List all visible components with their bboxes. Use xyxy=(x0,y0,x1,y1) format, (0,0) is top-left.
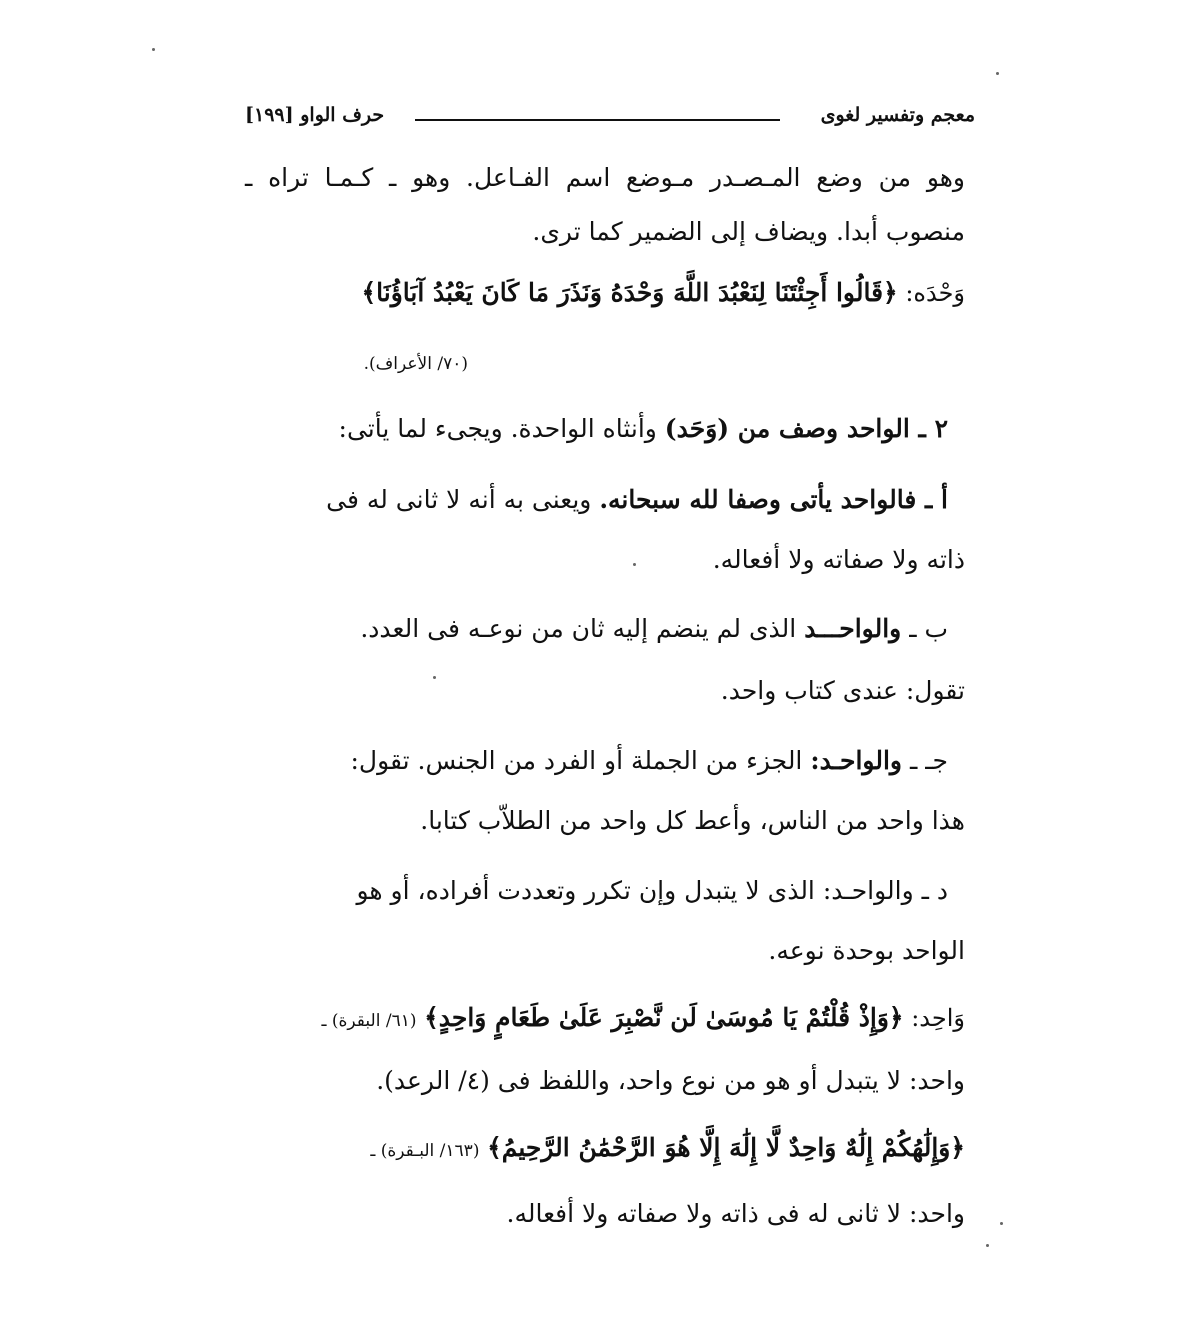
chapter-and-page xyxy=(245,104,384,126)
verse-reference: (٦١/ البقرة) ـ xyxy=(321,1011,417,1031)
sub-text: ويعنى به أنه لا ثانى له فى xyxy=(326,485,592,514)
running-header xyxy=(245,104,975,134)
scan-speck xyxy=(1000,1222,1003,1225)
text-line-6 xyxy=(245,482,948,518)
chapter-title: حرف الواو xyxy=(300,104,385,126)
book-title: معجم وتفسير لغوى xyxy=(820,104,975,126)
page-number: [١٩٩] xyxy=(245,104,294,126)
text-line-8 xyxy=(360,611,948,647)
verse-reference: (١٦٣/ البـقرة) ـ xyxy=(370,1141,480,1161)
item-prefix: جـ ـ xyxy=(909,746,948,775)
item-heading: والواحـــد xyxy=(804,614,902,643)
quran-line-1 xyxy=(362,275,966,311)
text-line-15: واحد: لا يتبدل أو هو من نوع واحد، واللفظ فى (٤/ الرعد). xyxy=(376,1066,965,1095)
quran-line-2 xyxy=(321,1000,965,1039)
scan-speck xyxy=(986,1244,989,1247)
definition-heading: ٢ ـ الواحد وصف من (وَحَد) xyxy=(664,414,948,443)
scan-speck xyxy=(152,48,155,51)
quran-verse: ﴿وَإِذْ قُلْتُمْ يَا مُوسَىٰ لَن نَّصْبِرَ عَلَىٰ طَعَامٍ وَاحِدٍ﴾ xyxy=(424,1003,904,1032)
quran-verse: ﴿قَالُوا أَجِئْتَنَا لِنَعْبُدَ اللَّهَ وَحْدَهُ وَنَذَرَ مَا كَانَ يَعْبُدُ آبَاؤُنَا﴾ xyxy=(361,278,898,307)
quran-line-3 xyxy=(370,1130,965,1169)
text-line-5 xyxy=(339,411,948,447)
text-line-9: تقول: عندى كتاب واحد. xyxy=(720,676,965,705)
text-line-13: الواحد بوحدة نوعه. xyxy=(768,936,965,965)
header-rule xyxy=(415,119,780,121)
text-line-10 xyxy=(351,743,949,779)
scan-speck xyxy=(433,676,436,679)
entry-word: وَاحِد: xyxy=(911,1004,965,1032)
item-heading: والواحـد: xyxy=(810,746,902,775)
text-line-2: منصوب أبدا. ويضاف إلى الضمير كما ترى. xyxy=(532,217,965,246)
entry-word: وَحْدَه: xyxy=(905,279,965,307)
text-line-1: وهو من وضع المـصـدر مـوضع اسم الفـاعل. وهو ـ كـمـا تراه ـ xyxy=(245,163,965,192)
quran-verse: ﴿وَإِلَٰهُكُمْ إِلَٰهٌ وَاحِدٌ لَّا إِلَٰهَ إِلَّا هُوَ الرَّحْمَٰنُ الرَّحِيمُ﴾ xyxy=(487,1133,965,1162)
item-text: الجزء من الجملة أو الفرد من الجنس. تقول: xyxy=(350,746,803,775)
scan-speck xyxy=(996,72,999,75)
text-line-12: د ـ والواحـد: الذى لا يتبدل وإن تكرر وتعددت أفراده، أو هو xyxy=(356,876,948,905)
text-line-17: واحد: لا ثانى له فى ذاته ولا صفاته ولا أفعاله. xyxy=(506,1199,965,1228)
sub-heading: أ ـ فالواحد يأتى وصفا لله سبحانه. xyxy=(599,485,948,514)
verse-reference: (٧٠/ الأعراف). xyxy=(363,354,468,374)
scan-speck xyxy=(633,563,636,566)
item-text: الذى لم ينضم إليه ثان من نوعـه فى العدد. xyxy=(360,614,797,643)
text-line-7: ذاته ولا صفاته ولا أفعاله. xyxy=(712,545,965,574)
definition-text: وأنثاه الواحدة. ويجىء لما يأتى: xyxy=(338,414,657,443)
item-prefix: ب ـ xyxy=(909,614,948,643)
text-line-11: هذا واحد من الناس، وأعط كل واحد من الطلاّب كتابا. xyxy=(420,806,965,835)
